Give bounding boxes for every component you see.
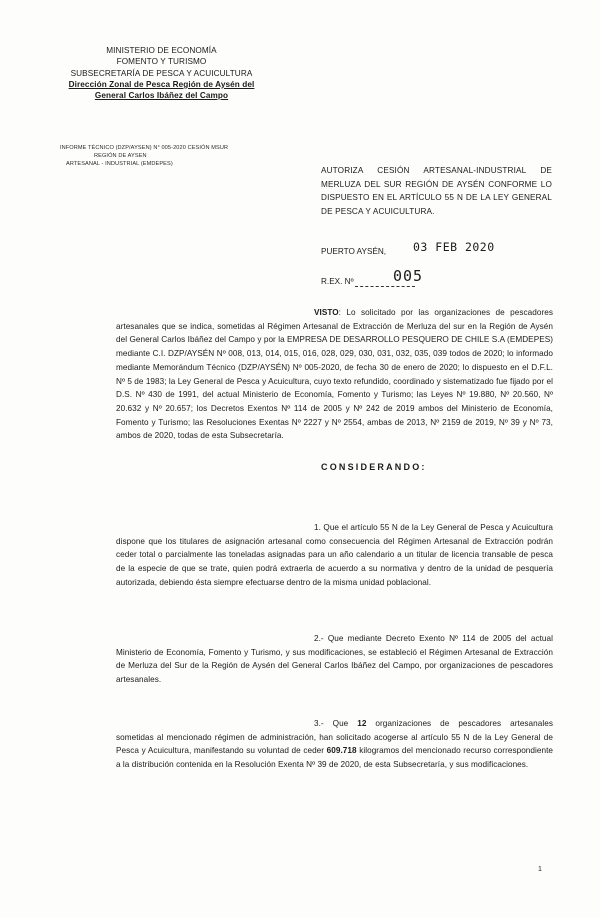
considerando-heading: CONSIDERANDO: — [321, 462, 427, 472]
reference-line-2: REGIÓN DE AYSEN — [94, 153, 147, 160]
ministry-line-2: FOMENTO Y TURISMO — [116, 57, 207, 67]
reference-line-1: INFORME TÉCNICO (DZP/AYSEN) N° 005-2020 CESIÓN MSUR — [60, 145, 229, 151]
para3-text-c: kilogramos del mencionado recurso correspondiente a la distribución contenida en la Resolución Exenta Nº 39 de 2020, de esta Subsecretaría, y sus modificaciones. — [116, 746, 554, 770]
considerando-paragraph-3 — [116, 717, 553, 772]
reference-block — [60, 144, 228, 169]
resolution-number-label: R.EX. Nº — [321, 277, 354, 286]
page-number: 1 — [538, 866, 542, 873]
visto-paragraph — [116, 306, 553, 443]
considerando-paragraph-2: 2.- Que mediante Decreto Exento Nº 114 de 2005 del actual Ministerio de Economía, Fomento y Turismo, y sus modificaciones, se estableció el Régimen Artesanal de Extracción de Merluza del Sur de la Región de Aysén del General Carlos Ibáñez del Campo, por organizaciones de pescadores artesanales. — [116, 634, 553, 685]
resolution-number-underline — [355, 286, 415, 287]
visto-label: VISTO — [314, 308, 339, 317]
resolution-number: 005 — [393, 267, 424, 285]
undersecretariat-line: SUBSECRETARÍA DE PESCA Y ACUICULTURA — [70, 68, 253, 78]
para3-text-b: organizaciones de pescadores artesanales sometidas al mencionado régimen de administración, han solicitado acogerse al artículo 55 N de la Ley General de Pesca y Acuicultura, manifestando su voluntad de ceder — [116, 719, 553, 756]
kilograms-amount: 609.718 — [326, 746, 357, 756]
letterhead — [54, 45, 269, 101]
zonal-office-line-2: General Carlos Ibáñez del Campo — [94, 91, 229, 101]
date-stamp: 03 FEB 2020 — [413, 240, 495, 254]
visto-text: : Lo solicitado por las organizaciones de pescadores artesanales que se indica, sometidas al Régimen Artesanal de Extracción de Merluza del sur en la Región de Aysén del General Carlos Ibáñez del Campo y por la EMPRESA DE DESARROLLO PESQUERO DE CHILE S.A (EMDEPES) mediante C.I. DZP/AYSÉN Nº 008, 013, 014, 015, 016, 028, 029, 030, 031, 032, 035, 039 todos de 2020; lo informado mediante Memorándum Técnico (DZP/AYSÉN) Nº 005-2020, de fecha 30 de enero de 2020; lo dispuesto en el D.F.L. Nº 5 de 1983; la Ley General de Pesca y Acuicultura, cuyo texto refundido, coordinado y sistematizado fue fijado por el D.S. Nº 430 de 1991, del actual Ministerio de Economía, Fomento y Turismo; las Leyes Nº 19.880, Nº 20.560, Nº 20.632 y Nº 20.657; los Decretos Exentos Nº 114 de 2005 y Nº 242 de 2019 ambos del Ministerio de Economía, Fomento y Turismo; las Resoluciones Exentas Nº 2227 y Nº 2554, ambas de 2013, Nº 2159 de 2019, Nº 39 y Nº 73, ambos de 2020, todas de esta Subsecretaría. — [116, 308, 553, 441]
resolution-subject: AUTORIZA CESIÓN ARTESANAL-INDUSTRIAL DE MERLUZA DEL SUR REGIÓN DE AYSÉN CONFORME LO DISPUESTO EN EL ARTÍCULO 55 N DE LA LEY GENERAL DE PESCA Y ACUICULTURA. — [321, 166, 552, 216]
ministry-line: MINISTERIO DE ECONOMÍA — [106, 46, 217, 55]
considerando-paragraph-1: 1. Que el artículo 55 N de la Ley General de Pesca y Acuicultura dispone que los titulares de asignación artesanal como consecuencia del Régimen Artesanal de Extracción podrán ceder total o parcialmente las toneladas asignadas para un año calendario a un titular de licencia transable de pesca de la especie de que se trate, quien podrá extraerla de acuerdo a su normativa y dentro de la unidad de pesquería autorizada, debiendo ésta siempre efectuarse dentro de la misma unidad poblacional. — [116, 523, 553, 587]
organizations-count: 12 — [357, 719, 367, 728]
reference-line-3: ARTESANAL - INDUSTRIAL (EMDEPES) — [66, 161, 173, 168]
para3-text-a: 3.- Que — [314, 719, 358, 728]
zonal-office-line: Dirección Zonal de Pesca Región de Aysén del — [68, 79, 255, 89]
place-label: PUERTO AYSÉN, — [321, 247, 387, 256]
